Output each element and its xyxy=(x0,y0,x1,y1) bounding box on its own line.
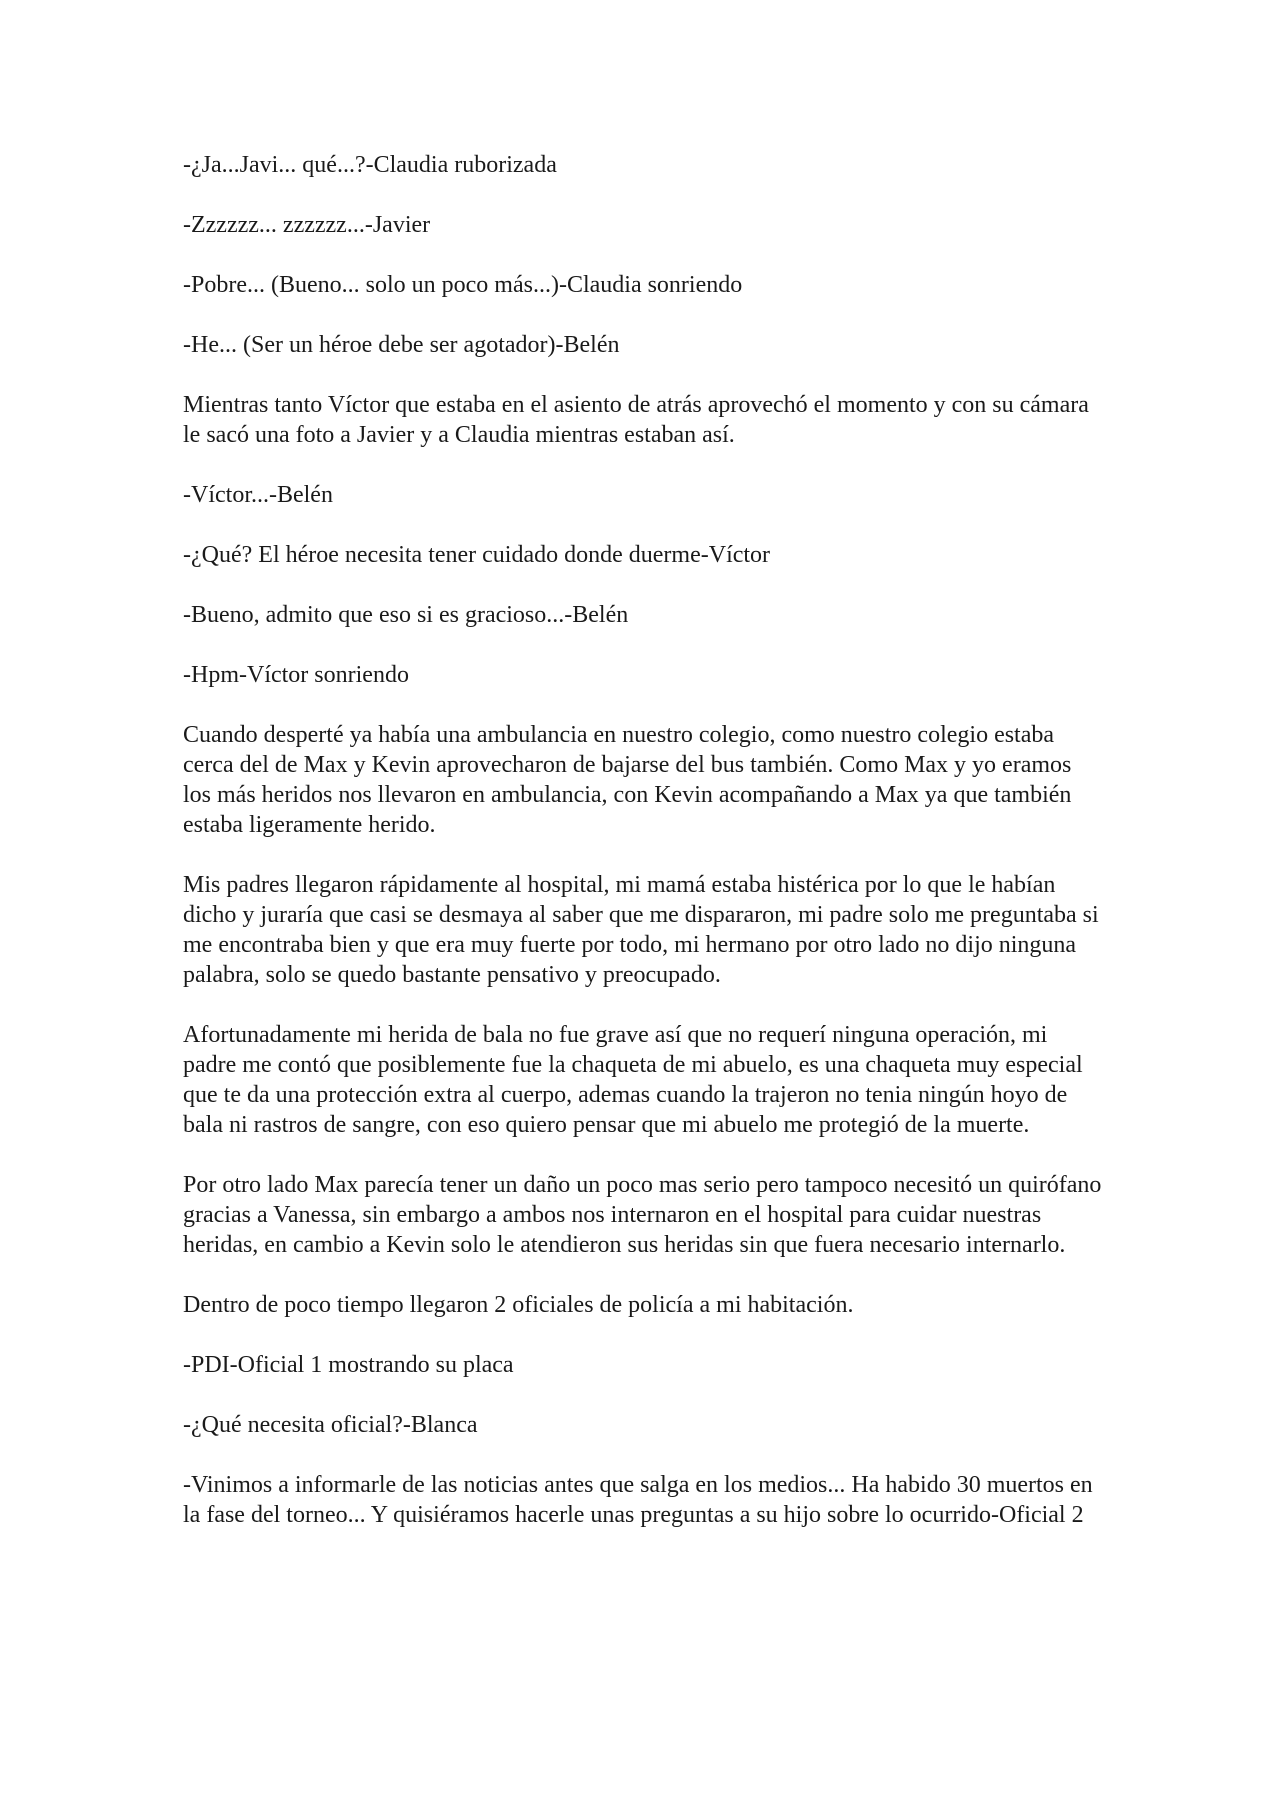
paragraph-8: -Bueno, admito que eso si es gracioso...-Belén xyxy=(183,602,629,628)
paragraph-6: -Víctor...-Belén xyxy=(183,482,333,508)
paragraph-7: -¿Qué? El héroe necesita tener cuidado donde duerme-Víctor xyxy=(183,542,771,568)
paragraph-10: Cuando desperté ya había una ambulancia en nuestro colegio, como nuestro colegio estaba cerca del de Max y Kevin aprovecharon de bajarse del bus también. Como Max y yo eramos los más heridos nos llevaron en ambulancia, con Kevin acompañando a Max ya que también estaba ligeramente herido. xyxy=(183,722,1072,838)
paragraph-11: Mis padres llegaron rápidamente al hospital, mi mamá estaba histérica por lo que le habían dicho y juraría que casi se desmaya al saber que me dispararon, mi padre solo me preguntaba si me encontraba bien y que era muy fuerte por todo, mi hermano por otro lado no dijo ninguna palabra, solo se quedo bastante pensativo y preocupado. xyxy=(183,872,1099,988)
document-body xyxy=(183,150,1103,1530)
paragraph-5: Mientras tanto Víctor que estaba en el asiento de atrás aprovechó el momento y con su cámara le sacó una foto a Javier y a Claudia mientras estaban así. xyxy=(183,392,1089,448)
paragraph-2: -Zzzzzz... zzzzzz...-Javier xyxy=(183,212,431,238)
paragraph-4: -He... (Ser un héroe debe ser agotador)-Belén xyxy=(183,332,620,358)
paragraph-1: -¿Ja...Javi... qué...?-Claudia ruborizada xyxy=(183,152,557,178)
paragraph-13: Por otro lado Max parecía tener un daño un poco mas serio pero tampoco necesitó un quirófano gracias a Vanessa, sin embargo a ambos nos internaron en el hospital para cuidar nuestras heridas, en cambio a Kevin solo le atendieron sus heridas sin que fuera necesario internarlo. xyxy=(183,1172,1102,1258)
paragraph-15: -PDI-Oficial 1 mostrando su placa xyxy=(183,1352,514,1378)
paragraph-17: -Vinimos a informarle de las noticias antes que salga en los medios... Ha habido 30 muertos en la fase del torneo... Y quisiéramos hacerle unas preguntas a su hijo sobre lo ocurrido-Oficial 2 xyxy=(183,1472,1093,1528)
paragraph-12: Afortunadamente mi herida de bala no fue grave así que no requerí ninguna operación, mi padre me contó que posiblemente fue la chaqueta de mi abuelo, es una chaqueta muy especial que te da una protección extra al cuerpo, ademas cuando la trajeron no tenia ningún hoyo de bala ni rastros de sangre, con eso quiero pensar que mi abuelo me protegió de la muerte. xyxy=(183,1022,1083,1138)
paragraph-3: -Pobre... (Bueno... solo un poco más...)-Claudia sonriendo xyxy=(183,272,743,298)
paragraph-14: Dentro de poco tiempo llegaron 2 oficiales de policía a mi habitación. xyxy=(183,1292,854,1318)
paragraph-16: -¿Qué necesita oficial?-Blanca xyxy=(183,1412,478,1438)
paragraph-9: -Hpm-Víctor sonriendo xyxy=(183,662,409,688)
